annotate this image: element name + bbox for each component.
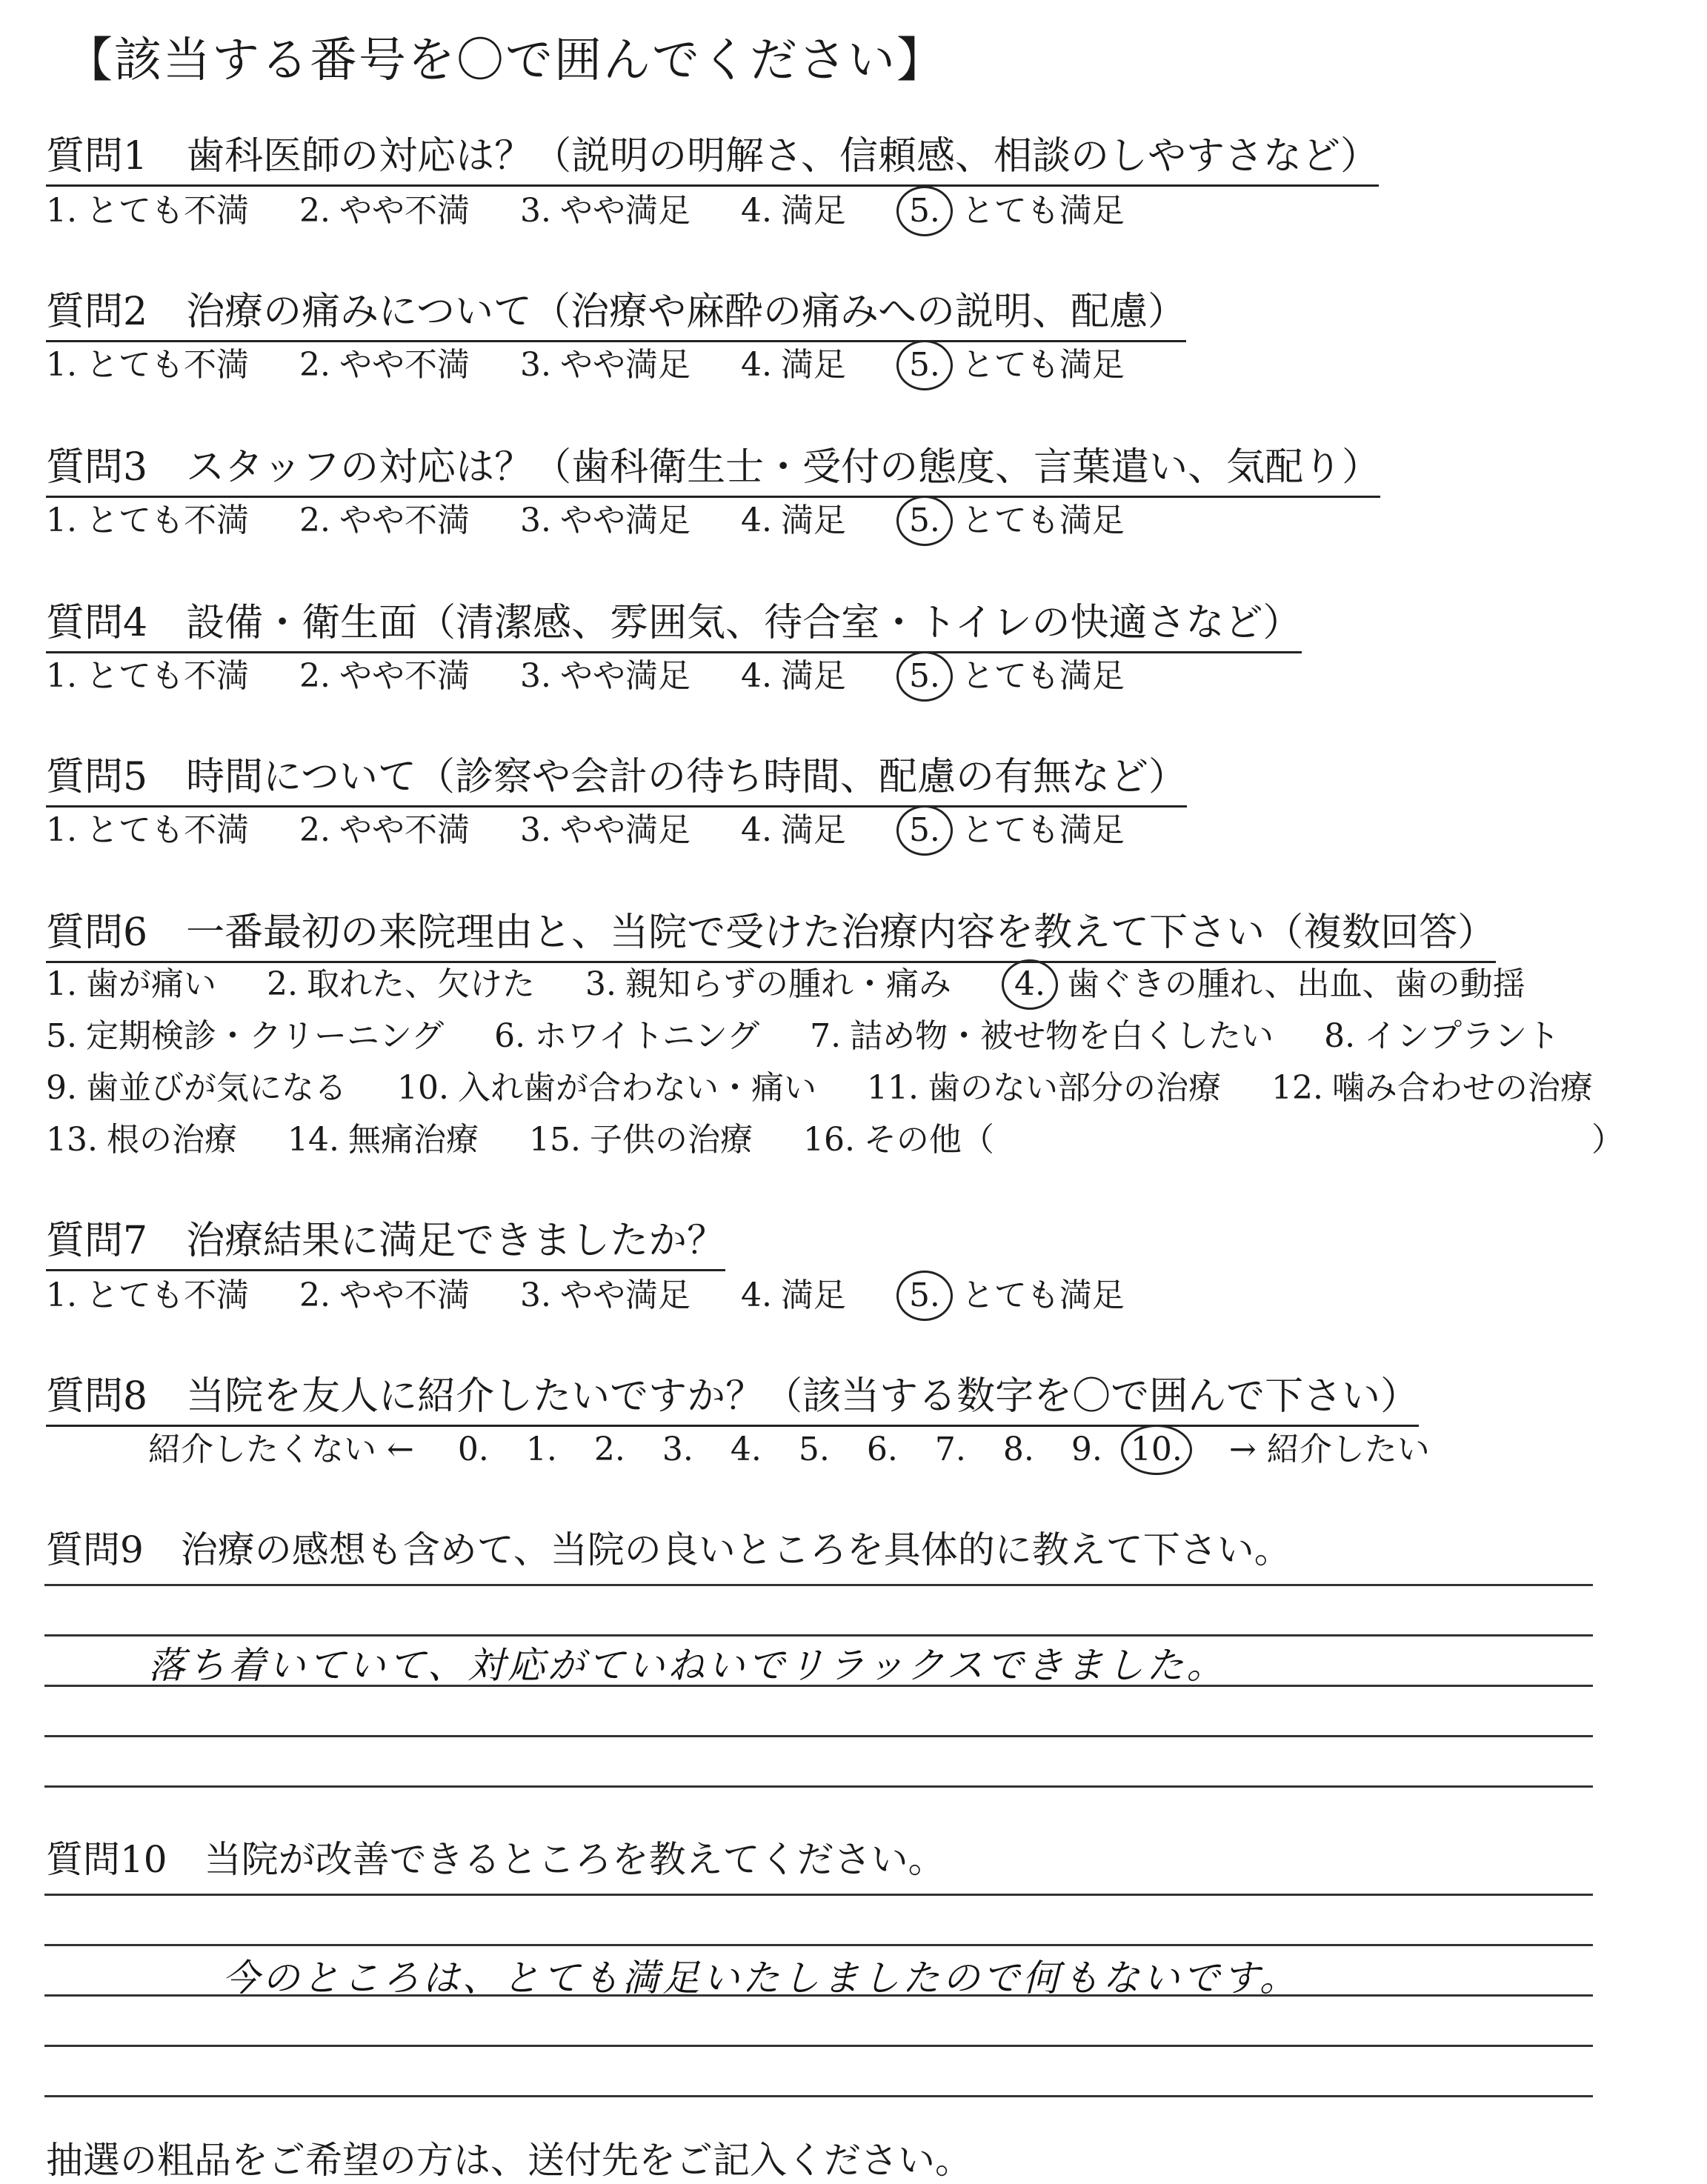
q7-option-1[interactable]: 1. とても不満 [46,1276,249,1314]
question-4-title: 質問4 設備・衛生面（清潔感、雰囲気、待合室・トイレの快適さなど） [46,591,1302,653]
question-7-options [46,1268,1165,1321]
q4-option-3[interactable]: 3. やや満足 [519,657,691,695]
q8-option-2[interactable]: 2. [593,1431,625,1468]
q8-left-label: 紹介したくない ← [148,1431,414,1468]
q7-option-4[interactable]: 4. 満足 [740,1276,846,1314]
q6-option-5[interactable]: 5. 定期検診・クリーニング [46,1017,445,1055]
q9-handwritten-answer[interactable]: 落ち着いていて、対応がていねいでリラックスできました。 [148,1644,1227,1687]
q3-option-1[interactable]: 1. とても不満 [46,502,249,539]
q6-option-9[interactable]: 9. 歯並びが気になる [46,1069,347,1107]
question-6-title: 質問6 一番最初の来院理由と、当院で受けた治療内容を教えて下さい（複数回答） [46,901,1496,963]
q1-option-5-selected[interactable]: 5. とても満足 [896,184,1125,236]
question-10-title: 質問10 当院が改善できるところを教えてください。 [46,1838,945,1881]
question-6-row-2 [46,1009,1600,1056]
page-header: 【該当する番号を〇で囲んでください】 [65,33,945,88]
q10-answer-line-2 [44,1944,1593,1946]
q8-option-1[interactable]: 1. [525,1431,557,1468]
q9-answer-line-1 [44,1584,1593,1586]
q8-option-3[interactable]: 3. [662,1431,693,1468]
q5-option-4[interactable]: 4. 満足 [740,811,846,849]
q6-option-16[interactable]: 16. その他（ [802,1121,994,1159]
q6-option-7[interactable]: 7. 詰め物・被せ物を白くしたい [810,1017,1274,1055]
q7-option-2[interactable]: 2. やや不満 [299,1276,470,1314]
question-5-title: 質問5 時間について（診察や会計の待ち時間、配慮の有無など） [46,745,1187,808]
q2-option-4[interactable]: 4. 満足 [740,346,846,384]
q3-option-3[interactable]: 3. やや満足 [519,502,691,539]
question-9-title: 質問9 治療の感想も含めて、当院の良いところを具体的に教えて下さい。 [46,1528,1291,1571]
q6-option-3[interactable]: 3. 親知らずの腫れ・痛み [585,965,951,1003]
q4-option-5-selected[interactable]: 5. とても満足 [896,649,1125,702]
q6-option-11[interactable]: 11. 歯のない部分の治療 [866,1069,1221,1107]
q10-answer-line-5 [44,2095,1593,2097]
q2-option-1[interactable]: 1. とても不満 [46,346,249,384]
q6-option-14[interactable]: 14. 無痛治療 [287,1121,479,1159]
q8-option-7[interactable]: 7. [934,1431,966,1468]
q8-option-8[interactable]: 8. [1002,1431,1034,1468]
footer-note: 抽選の粗品をご希望の方は、送付先をご記入ください。 [46,2139,972,2182]
q6-option-10[interactable]: 10. 入れ歯が合わない・痛い [396,1069,816,1107]
q5-option-1[interactable]: 1. とても不満 [46,811,249,849]
question-7-title: 質問7 治療結果に満足できましたか？ [46,1209,725,1271]
q7-option-5-selected[interactable]: 5. とても満足 [896,1268,1125,1321]
q8-option-5[interactable]: 5. [798,1431,830,1468]
q10-answer-line-1 [44,1894,1593,1896]
q4-option-2[interactable]: 2. やや不満 [299,657,470,695]
q6-option-4-selected[interactable]: 4. 歯ぐきの腫れ、出血、歯の動揺 [1002,957,1525,1010]
q10-handwritten-answer[interactable]: 今のところは、とても満足いたしましたので何もないです。 [222,1957,1300,2000]
q8-option-0[interactable]: 0. [457,1431,489,1468]
q9-answer-line-5 [44,1785,1593,1788]
q6-option-8[interactable]: 8. インプラント [1324,1017,1560,1055]
q1-option-4[interactable]: 4. 満足 [740,192,846,230]
q5-option-5-selected[interactable]: 5. とても満足 [896,803,1125,856]
question-3-options [46,493,1165,546]
question-6-row-3 [46,1061,1633,1108]
q4-option-4[interactable]: 4. 満足 [740,657,846,695]
q1-option-1[interactable]: 1. とても不満 [46,192,249,230]
q3-option-5-selected[interactable]: 5. とても満足 [896,493,1125,546]
q8-option-9[interactable]: 9. [1071,1431,1102,1468]
question-6-row-1 [46,957,1565,1010]
q3-option-2[interactable]: 2. やや不満 [299,502,470,539]
q1-option-3[interactable]: 3. やや満足 [519,192,691,230]
question-6-row-4 [46,1113,1034,1160]
q5-option-3[interactable]: 3. やや満足 [519,811,691,849]
q6-option-6[interactable]: 6. ホワイトニング [494,1017,760,1055]
q1-option-2[interactable]: 2. やや不満 [299,192,470,230]
question-5-options [46,803,1165,856]
q8-option-6[interactable]: 6. [866,1431,898,1468]
q6-option-2[interactable]: 2. 取れた、欠けた [266,965,535,1003]
q8-right-label: → 紹介したい [1228,1431,1430,1468]
q2-option-3[interactable]: 3. やや満足 [519,346,691,384]
q4-option-1[interactable]: 1. とても不満 [46,657,249,695]
q3-option-4[interactable]: 4. 満足 [740,502,846,539]
q8-option-4[interactable]: 4. [730,1431,762,1468]
q10-answer-line-4 [44,2045,1593,2047]
q6-option-13[interactable]: 13. 根の治療 [46,1121,237,1159]
question-2-title: 質問2 治療の痛みについて（治療や麻酔の痛みへの説明、配慮） [46,280,1186,342]
question-2-options [46,338,1165,390]
q6-option-12[interactable]: 12. 噛み合わせの治療 [1271,1069,1593,1107]
q6-option-15[interactable]: 15. 子供の治療 [528,1121,753,1159]
q2-option-2[interactable]: 2. やや不満 [299,346,470,384]
q7-option-3[interactable]: 3. やや満足 [519,1276,691,1314]
question-1-title: 質問1 歯科医師の対応は？（説明の明解さ、信頼感、相談のしやすさなど） [46,124,1379,187]
q2-option-5-selected[interactable]: 5. とても満足 [896,338,1125,390]
q6-other-close-paren: ） [1591,1121,1624,1159]
question-1-options [46,184,1165,236]
q8-option-10-selected[interactable]: 10. [1121,1425,1189,1475]
question-3-title: 質問3 スタッフの対応は？（歯科衛生士・受付の態度、言葉遣い、気配り） [46,436,1380,498]
q6-option-1[interactable]: 1. 歯が痛い [46,965,216,1003]
q5-option-2[interactable]: 2. やや不満 [299,811,470,849]
question-8-title: 質問8 当院を友人に紹介したいですか？（該当する数字を〇で囲んで下さい） [46,1365,1419,1427]
question-8-scale [148,1422,1430,1475]
q9-answer-line-4 [44,1735,1593,1737]
question-4-options [46,649,1165,702]
